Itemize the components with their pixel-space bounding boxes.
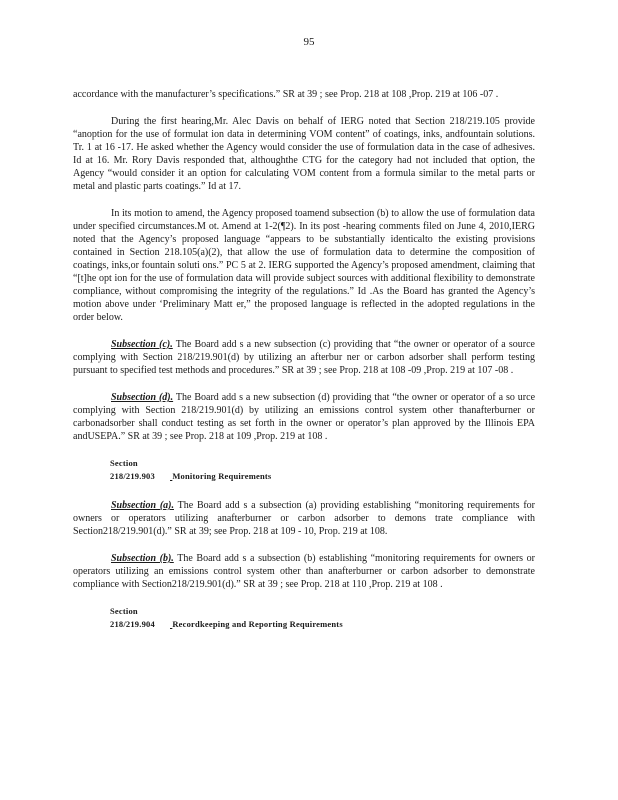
document-body <box>73 88 535 647</box>
section-title: Monitoring Requirements <box>172 471 272 481</box>
section-heading <box>110 605 535 631</box>
subsection-label: Subsection (a). <box>111 500 174 511</box>
paragraph <box>73 391 535 443</box>
subsection-label: Subsection (d). <box>111 392 174 403</box>
paragraph-text: The Board add s a subsection (b) establishing “monitoring requirements for owners or operators utilizing an emissions control system other than anafterburner or carbon adsorber to demonstrate compliance with Section218/219.901(d).” SR at 39 ; see Prop. 218 at 110 ,Prop. 219 at 108 . <box>73 553 535 590</box>
paragraph <box>73 338 535 377</box>
paragraph-text: The Board add s a new subsection (c) providing that “the owner or operator of a source complying with Section 218/219.901(d) by utilizing an afterbur ner or carbon adsorber shall perform testing pursuant to specified test methods and procedures.” SR at 39 ; see Prop. 218 at 108 -09 ,Prop. 219 at 107 -08 . <box>73 339 535 376</box>
subsection-label: Subsection (b). <box>111 553 174 564</box>
page-number: 95 <box>303 36 315 48</box>
paragraph-text: The Board add s a subsection (a) providing establishing “monitoring requirements for owners or operators utilizing anafterburner or carbon adsorber to demons trate compliance with Section218/219.901(d).” SR at 39; see Prop. 218 at 109 - 10, Prop. 219 at 108. <box>73 500 535 537</box>
paragraph: accordance with the manufacturer’s specifications.” SR at 39 ; see Prop. 218 at 108 ,Prop. 219 at 106 -07 . <box>73 89 499 100</box>
paragraph <box>73 552 535 591</box>
section-number: Section 218/219.904 <box>110 606 155 629</box>
section-number: Section 218/219.903 <box>110 458 155 481</box>
paragraph: In its motion to amend, the Agency proposed toamend subsection (b) to allow the use of formulation data under specified circumstances.M ot. Amend at 1-2(¶2). In its post -hearing comments filed on June 4, 2010,IERG noted that the Agency’s proposed language “appears to be substantially identicalto the existing provisions contained in Section 218.105(a)(2), that allow the use of formulation data to determine the composition of coatings, inks,or fountain soluti ons.” PC 5 at 2. IERG supported the Agency’s proposed amendment, claiming that “[t]he opt ion for the use of formulation data will provide subject sources with additional flexibility to demonstrate compliance, without compromising the integrity of the regulations.” Id .As the Board has granted the Agency’s motion above under ‘Preliminary Matt er,” the proposed language is reflected in the adopted regulations in the order below. <box>73 208 535 323</box>
paragraph-text: The Board add s a new subsection (d) providing that “the owner or operator of a so urce complying with Section 218/219.901(d) by utilizing an emissions control system other thanafterburner or carbonadsorber shall conduct testing as set forth in the owner or operator’s plan approved by the Illinois EPA andUSEPA.” SR at 39 ; see Prop. 218 at 109 ,Prop. 219 at 108 . <box>73 392 536 442</box>
section-title: Recordkeeping and Reporting Requirements <box>172 619 343 629</box>
paragraph <box>73 499 535 538</box>
paragraph: During the first hearing,Mr. Alec Davis on behalf of IERG noted that Section 218/219.105 provide “anoption for the use of formulat ion data in determining VOM content” of coatings, inks, andfountain solutions. Tr. 1 at 16 -17. He asked whether the Agency would consider the use of formulation data in the case of adhesives. Id at 16. Mr. Rory Davis responded that, althoughthe CTG for the category had not included that option, the Agency “would consider it an option for calculating VOM content from a formula similar to the metal parts or metal and plastic parts coatings.” Id at 17. <box>73 116 535 192</box>
subsection-label: Subsection (c). <box>111 339 173 350</box>
section-heading <box>110 457 535 483</box>
